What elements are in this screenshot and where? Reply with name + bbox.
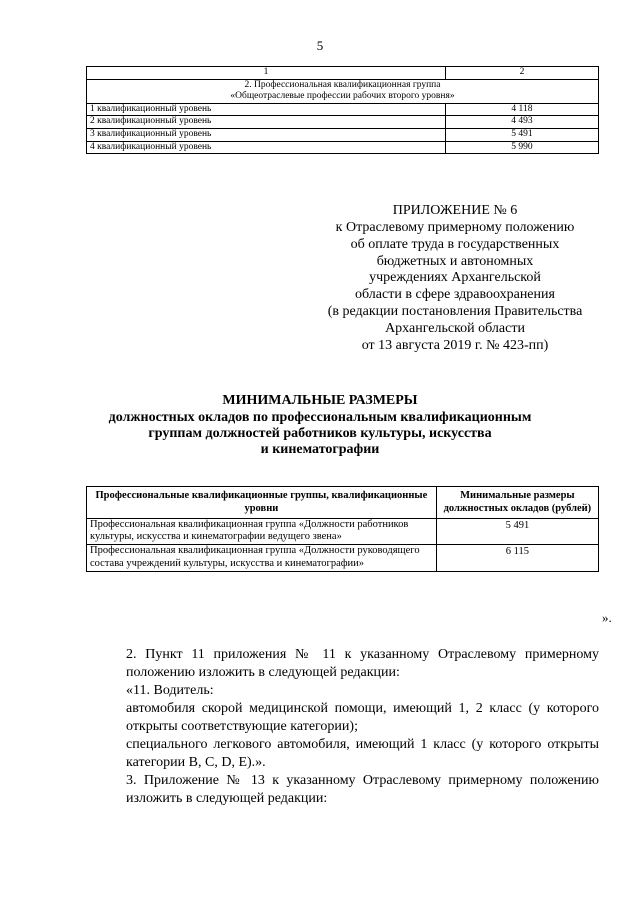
appendix-line: (в редакции постановления Правительства	[327, 303, 583, 319]
appendix-line: учреждениях Архангельской	[369, 270, 541, 286]
group-title-cell	[87, 79, 599, 103]
group-title-line: «Общеотраслевые профессии рабочих второго уровня»	[230, 91, 455, 102]
table-row	[87, 103, 599, 116]
level-cell: 1 квалификационный уровень	[87, 103, 446, 116]
paragraph-ambulance	[86, 700, 599, 736]
level-cell: 4 квалификационный уровень	[87, 141, 446, 154]
group-title-line: 2. Профессиональная квалификационная группа	[244, 79, 441, 90]
value-cell: 5 491	[436, 518, 598, 545]
table-group-row	[87, 79, 599, 103]
appendix-line: Архангельской области	[385, 320, 525, 336]
value-cell: 4 118	[445, 103, 598, 116]
paragraph-text: специального легкового автомобиля, имеющий 1 класс (у которого открыты категории B, C, D, E).».	[126, 737, 599, 770]
table-header-row	[87, 487, 599, 519]
appendix-line: об оплате труда в государственных	[350, 236, 560, 252]
table-header-row	[87, 67, 599, 80]
paragraph-driver	[86, 682, 599, 700]
paragraph-text: 2. Пункт 11 приложения № 11 к указанному Отраслевому примерному положению изложить в следующей редакции:	[126, 647, 599, 680]
column-header-salary: Минимальные размеры должностных окладов (рублей)	[436, 487, 598, 519]
salary-table-culture	[86, 486, 599, 572]
group-cell: Профессиональная квалификационная группа «Должности руководящего состава учреждений культуры, искусства и кинематографии»	[87, 545, 437, 572]
closing-quote-mark: ».	[602, 610, 612, 625]
paragraph-item-3	[86, 772, 599, 808]
value-cell: 5 990	[445, 141, 598, 154]
value-cell: 6 115	[436, 545, 598, 572]
page-number: 5	[316, 38, 324, 53]
appendix-title: ПРИЛОЖЕНИЕ № 6	[392, 203, 518, 218]
table-row	[87, 141, 599, 154]
value-cell: 4 493	[445, 116, 598, 129]
paragraph-text: «11. Водитель:	[126, 683, 214, 698]
qualification-table-workers	[86, 66, 599, 154]
appendix-line: области в сфере здравоохранения	[355, 287, 555, 303]
level-cell: 2 квалификационный уровень	[87, 116, 446, 129]
column-header-groups: Профессиональные квалификационные группы, квалификационные уровни	[87, 487, 437, 519]
section-subtitle	[60, 410, 580, 458]
table-row	[87, 116, 599, 129]
table-header-cell: 2	[445, 67, 598, 80]
paragraph-text: автомобиля скорой медицинской помощи, имеющий 1, 2 класс (у которого открыты соответствующие категории);	[126, 701, 599, 734]
subtitle-line: группам должностей работников культуры, искусства	[148, 426, 492, 441]
appendix-line: бюджетных и автономных	[376, 253, 534, 269]
table-row	[87, 128, 599, 141]
level-cell: 3 квалификационный уровень	[87, 128, 446, 141]
group-cell: Профессиональная квалификационная группа «Должности работников культуры, искусства и кинематографии ведущего звена»	[87, 518, 437, 545]
table-header-cell: 1	[87, 67, 446, 80]
section-title: МИНИМАЛЬНЫЕ РАЗМЕРЫ	[222, 393, 418, 408]
table-row	[87, 545, 599, 572]
value-cell: 5 491	[445, 128, 598, 141]
subtitle-line: и кинематографии	[260, 442, 380, 457]
appendix-subtitle	[290, 220, 620, 354]
paragraph-special-car	[86, 736, 599, 772]
paragraph-text: 3. Приложение № 13 к указанному Отраслевому примерному положению изложить в следующей редакции:	[126, 773, 599, 806]
paragraph-item-2	[86, 646, 599, 682]
appendix-line: к Отраслевому примерному положению	[335, 220, 575, 235]
subtitle-line: должностных окладов по профессиональным квалификационным	[108, 410, 532, 425]
appendix-line: от 13 августа 2019 г. № 423-пп)	[361, 337, 549, 353]
table-row	[87, 518, 599, 545]
